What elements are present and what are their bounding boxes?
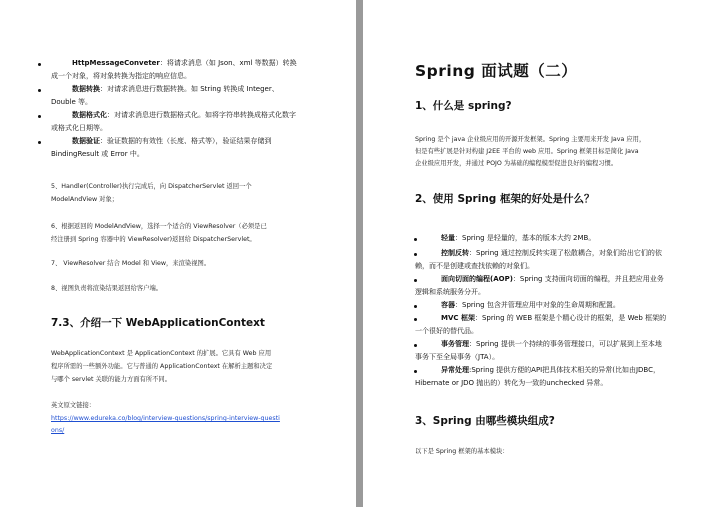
step-7: 7、 ViewResolver 结合 Model 和 View，来渲染视图。 xyxy=(51,260,211,267)
document-page-left xyxy=(0,0,356,507)
step-5-line-1: 5、Handler(Controller)执行完成后，向 DispatcherServlet 返回一个 xyxy=(51,183,252,190)
bullet-dot xyxy=(38,89,41,92)
source-link-line-2[interactable] xyxy=(51,425,64,437)
source-link[interactable]: ons/ xyxy=(51,427,65,434)
paragraph-line: WebApplicationContext 是 ApplicationContext 的扩展。它具有 Web 应用 xyxy=(51,350,272,357)
document-page-right xyxy=(363,0,720,507)
benefit-item xyxy=(441,247,662,260)
benefit-text: ：Spring 提供一个持续的事务管理接口，可以扩展到上至本地 xyxy=(469,340,662,348)
benefit-item xyxy=(441,312,666,325)
bullet-text: ：对请求消息进行数据转换。如 String 转换成 Integer、 xyxy=(100,85,279,93)
benefit-item xyxy=(441,232,595,245)
bullet-text: ：验证数据的有效性（长度、格式等），验证结果存储到 xyxy=(100,137,272,145)
bullet-dot xyxy=(38,63,41,66)
benefit-lead: 容器 xyxy=(441,301,455,309)
benefit-text: ：Spring 的 WEB 框架是个精心设计的框架，是 Web 框架的 xyxy=(474,314,667,322)
source-label: 英文原文链接： xyxy=(51,402,96,409)
bullet-dot xyxy=(414,238,417,241)
benefit-lead: 面向切面的编程(AOP) xyxy=(441,275,513,283)
benefit-text: ：Spring 支持面向切面的编程，并且把应用业务 xyxy=(512,275,664,283)
question-2-heading: 2、使用 Spring 框架的好处是什么？ xyxy=(415,193,595,205)
benefit-lead: 轻量 xyxy=(441,234,455,242)
bullet-dot xyxy=(414,279,417,282)
bullet-dot xyxy=(414,305,417,308)
section-heading: 7.3、介绍一下 WebApplicationContext xyxy=(51,317,265,329)
benefit-item xyxy=(441,299,620,312)
benefit-lead: 控制反转 xyxy=(441,249,469,257)
bullet-text: ：对请求消息进行数据格式化。如将字符串转换成格式化数字 xyxy=(107,111,296,119)
bullet-text: ：将请求消息（如 Json、xml 等数据）转换 xyxy=(159,59,297,67)
bullet-dot xyxy=(38,115,41,118)
bullet-item xyxy=(72,83,279,96)
bullet-item xyxy=(72,109,296,122)
benefit-continuation: 事务下至全局事务（JTA）。 xyxy=(415,353,500,361)
bullet-continuation: 成一个对象，将对象转换为指定的响应信息。 xyxy=(51,72,191,80)
question-1-heading: 1、什么是 spring? xyxy=(415,100,512,112)
source-link[interactable]: https://www.edureka.co/blog/interview-questions/spring-interview-questi xyxy=(51,415,280,422)
benefit-item xyxy=(441,338,662,351)
benefit-item xyxy=(441,273,664,286)
bullet-dot xyxy=(414,253,417,256)
bullet-dot xyxy=(38,141,41,144)
step-6-line-2: 经注册到 Spring 容器中的 ViewResolver)返回给 DispatcherServlet。 xyxy=(51,236,256,243)
answer-line: 但是有些扩展是针对构建 J2EE 平台的 web 应用。Spring 框架目标是简化 Java xyxy=(415,148,639,155)
bullet-lead: 数据验证 xyxy=(72,137,100,145)
benefit-lead: 事务管理 xyxy=(441,340,469,348)
paragraph-line: 与哪个 servlet 关联的能力方面有所不同。 xyxy=(51,376,172,383)
bullet-lead: 数据转换 xyxy=(72,85,100,93)
benefit-item xyxy=(441,364,660,377)
answer-line: Spring 是个 java 企业级应用的开源开发框架。Spring 主要用来开发 Java 应用， xyxy=(415,136,646,143)
source-link-line-1[interactable] xyxy=(51,413,280,425)
step-8: 8、视图负责将渲染结果返回给客户端。 xyxy=(51,285,163,292)
benefit-lead: MVC 框架 xyxy=(441,314,475,322)
bullet-continuation: BindingResult 或 Error 中。 xyxy=(51,150,144,158)
bullet-continuation: 或格式化日期等。 xyxy=(51,124,107,132)
bullet-dot xyxy=(414,318,417,321)
bullet-item xyxy=(72,135,272,148)
bullet-item xyxy=(72,57,297,70)
benefit-text: ：Spring 是轻量的，基本的版本大约 2MB。 xyxy=(455,234,596,242)
benefit-lead: 异常处理 xyxy=(441,366,469,374)
benefit-text: ：Spring 包含并管理应用中对象的生命周期和配置。 xyxy=(455,301,620,309)
bullet-lead: HttpMessageConveter xyxy=(72,59,160,67)
step-6-line-1: 6、根据返回的 ModelAndView，选择一个适合的 ViewResolver（必须是已 xyxy=(51,223,267,230)
answer-line: 以下是 Spring 框架的基本模块： xyxy=(415,448,509,455)
benefit-text: :Spring 提供方便的API把具体技术相关的异常(比如由JDBC， xyxy=(469,366,660,374)
benefit-continuation: 逻辑和系统服务分开。 xyxy=(415,288,485,296)
answer-line: 企业级应用开发，并通过 POJO 为基础的编程模型促进良好的编程习惯。 xyxy=(415,160,618,167)
bullet-continuation: Double 等。 xyxy=(51,98,93,106)
question-3-heading: 3、Spring 由哪些模块组成? xyxy=(415,415,555,427)
benefit-continuation: Hibernate or JDO 抛出的）转化为一致的unchecked 异常。 xyxy=(415,379,608,387)
bullet-dot xyxy=(414,370,417,373)
step-5-line-2: ModelAndView 对象； xyxy=(51,196,119,203)
paragraph-line: 程序所需的一些额外功能。它与普通的 ApplicationContext 在解析主题和决定 xyxy=(51,363,273,370)
page-title: Spring 面试题（二） xyxy=(415,62,578,80)
bullet-dot xyxy=(414,344,417,347)
bullet-lead: 数据格式化 xyxy=(72,111,107,119)
benefit-continuation: 赖，而不是创建或查找依赖的对象们。 xyxy=(415,262,534,270)
benefit-text: ：Spring 通过控制反转实现了松散耦合，对象们给出它们的依 xyxy=(469,249,662,257)
benefit-continuation: 一个很好的替代品。 xyxy=(415,327,478,335)
